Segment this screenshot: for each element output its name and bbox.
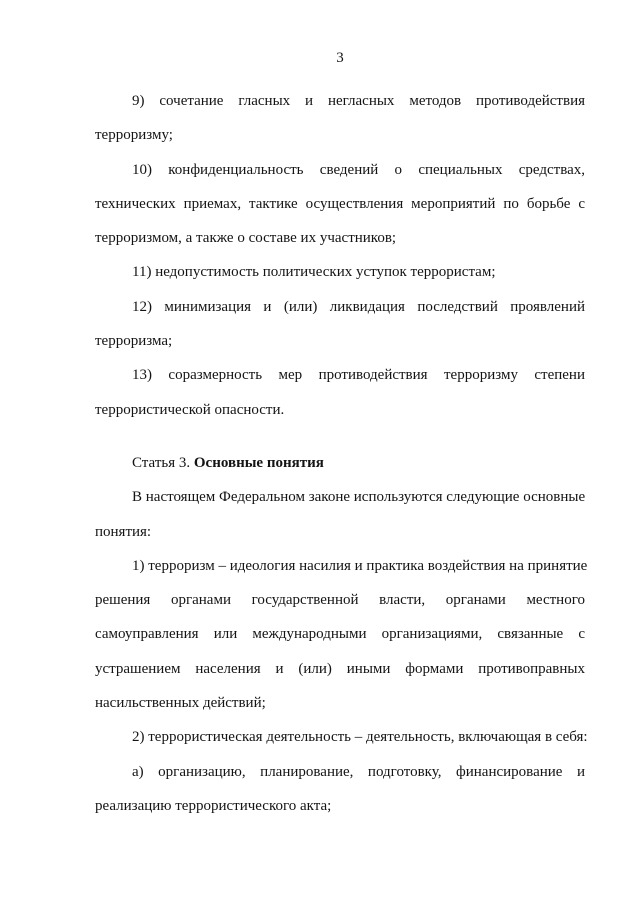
text-line: терроризму;	[95, 127, 173, 144]
list-item-13	[95, 358, 585, 427]
definition-1	[95, 549, 588, 720]
page-number: 3	[336, 50, 344, 66]
text-line: устрашением населения и (или) иными формами противоправных	[95, 660, 585, 677]
text-line: терроризма;	[95, 333, 173, 350]
text-line: террористической опасности.	[95, 401, 285, 418]
text-line: 13) соразмерность мер противодействия терроризму степени	[132, 367, 585, 384]
list-item-9	[95, 84, 585, 153]
text-line: решения органами государственной власти, органами местного	[95, 592, 585, 609]
list-item-11	[95, 255, 585, 289]
text-line: 2) террористическая деятельность – деятельность, включающая в себя:	[132, 729, 588, 746]
list-item-12	[95, 290, 585, 359]
text-line: насильственных действий;	[95, 695, 266, 712]
text-line: В настоящем Федеральном законе используются следующие основные	[132, 489, 586, 506]
article-intro	[95, 480, 585, 549]
text-line: терроризмом, а также о составе их участников;	[95, 230, 397, 247]
text-line: а) организацию, планирование, подготовку, финансирование и	[132, 763, 585, 780]
text-line: 10) конфиденциальность сведений о специальных средствах,	[132, 161, 585, 178]
text-line: реализацию террористического акта;	[95, 797, 332, 814]
article-title: Основные понятия	[193, 454, 324, 471]
text-line: понятия:	[95, 523, 152, 540]
list-item-10	[95, 153, 585, 256]
text-line: 12) минимизация и (или) ликвидация последствий проявлений	[132, 298, 585, 315]
text-line: 9) сочетание гласных и негласных методов противодействия	[132, 93, 585, 109]
definition-2a	[95, 755, 585, 824]
text-line: самоуправления или международными организациями, связанные с	[95, 626, 585, 643]
article-label: Статья 3.	[132, 454, 191, 471]
text-line: 1) терроризм – идеология насилия и практика воздействия на принятие	[132, 557, 588, 574]
definition-2	[95, 720, 588, 754]
article-heading	[95, 446, 585, 480]
document-body	[95, 84, 588, 823]
text-line: технических приемах, тактике осуществления мероприятий по борьбе с	[95, 195, 585, 212]
text-line: 11) недопустимость политических уступок террористам;	[132, 264, 496, 281]
